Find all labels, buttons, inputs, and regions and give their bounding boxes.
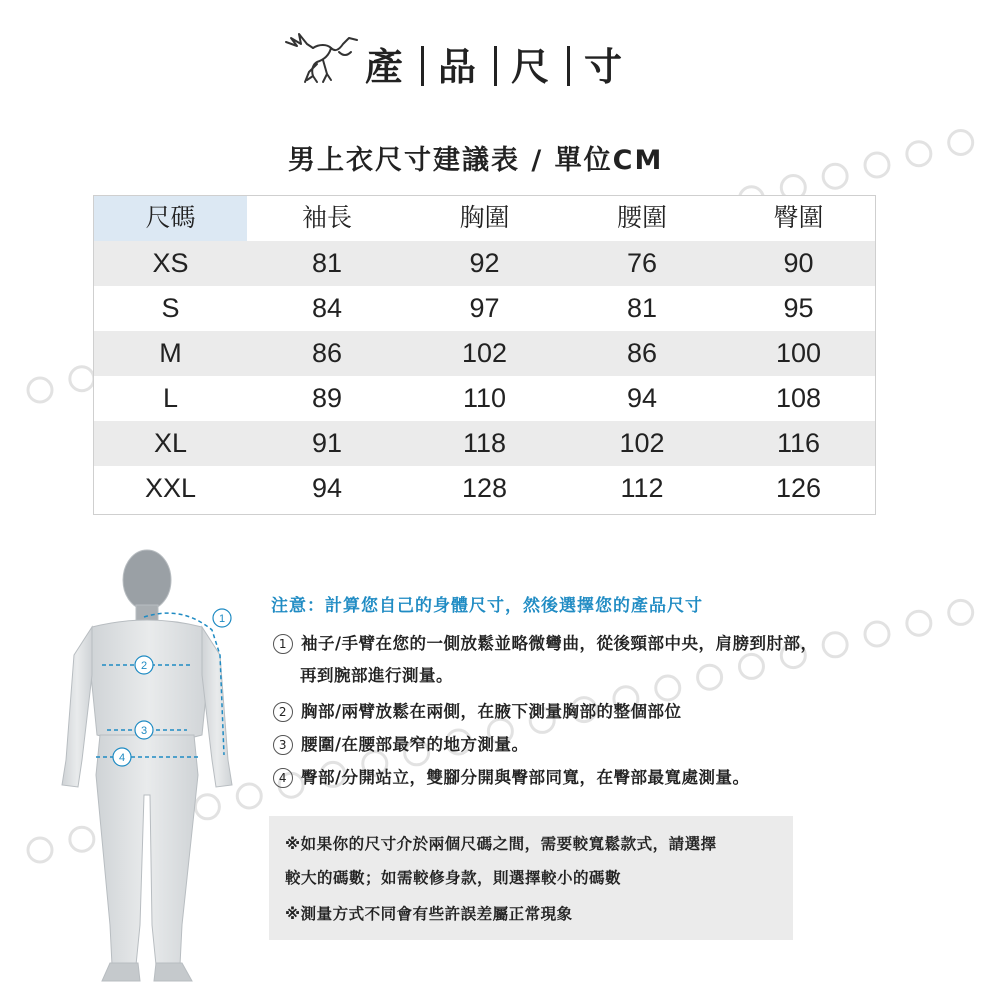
table-subtitle: 男上衣尺寸建議表 / 單位CM xyxy=(288,145,664,176)
note-text-3: 腰圍/在腰部最窄的地方測量。 xyxy=(301,735,529,754)
note-number-4: 4 xyxy=(273,768,293,788)
note-number-3: 3 xyxy=(273,735,293,755)
table-header-row xyxy=(94,196,875,241)
header-cell-waist: 腰圍 xyxy=(616,204,667,232)
table-row xyxy=(94,286,875,331)
hip-cell: 126 xyxy=(775,473,822,503)
marker-4-label: 4 xyxy=(118,752,126,764)
table-row xyxy=(94,241,875,286)
remark-line-3: ※測量方式不同會有些許誤差屬正常現象 xyxy=(285,905,573,923)
sleeve-cell: 81 xyxy=(311,248,343,278)
hip-cell: 108 xyxy=(775,383,822,413)
archaeopteryx-logo-icon xyxy=(283,30,363,88)
hip-cell: 100 xyxy=(775,338,822,368)
waist-cell: 102 xyxy=(619,428,665,458)
watermark-mark xyxy=(656,676,680,700)
sleeve-cell: 84 xyxy=(311,293,343,323)
size-table xyxy=(93,195,876,515)
header-cell-chest: 胸圍 xyxy=(459,204,510,232)
chest-cell: 110 xyxy=(462,383,507,413)
body-measurement-figure xyxy=(52,545,262,995)
header-cell-size: 尺碼 xyxy=(94,196,247,241)
watermark-mark xyxy=(70,367,94,391)
note-number-2: 2 xyxy=(273,702,293,722)
note-text-2: 胸部/兩臂放鬆在兩側，在腋下測量胸部的整個部位 xyxy=(301,702,682,721)
watermark-mark xyxy=(949,131,973,155)
note-item-3 xyxy=(273,731,529,755)
title-char-1: 產 xyxy=(365,45,408,89)
size-cell: M xyxy=(159,338,182,368)
size-cell: XS xyxy=(152,248,189,278)
title-separator xyxy=(567,46,570,86)
note-text-4: 臀部/分開站立，雙腳分開與臀部同寬，在臀部最寬處測量。 xyxy=(301,768,750,787)
sleeve-cell: 89 xyxy=(311,383,343,413)
waist-cell: 112 xyxy=(620,473,664,503)
size-cell: XXL xyxy=(144,473,197,503)
note-item-1 xyxy=(273,630,818,654)
sleeve-cell: 91 xyxy=(311,428,343,458)
note-continuation-1: 再到腕部進行測量。 xyxy=(300,666,453,685)
sleeve-cell: 94 xyxy=(311,473,343,503)
chest-cell: 118 xyxy=(462,428,507,458)
remark-line-2: 較大的碼數；如需較修身款，則選擇較小的碼數 xyxy=(285,869,622,887)
header-cell-sleeve: 袖長 xyxy=(301,204,352,232)
waist-cell: 86 xyxy=(626,338,658,368)
header-cell-hip: 臀圍 xyxy=(773,204,824,232)
note-item-2 xyxy=(273,698,682,722)
watermark-mark xyxy=(823,633,847,657)
size-cell: L xyxy=(162,383,179,413)
chest-cell: 102 xyxy=(461,338,508,368)
hip-cell: 90 xyxy=(783,248,814,278)
watermark-mark xyxy=(698,665,722,689)
size-cell: S xyxy=(161,293,180,323)
hip-cell: 116 xyxy=(776,428,821,458)
waist-cell: 81 xyxy=(626,293,658,323)
title-char-2: 品 xyxy=(438,45,481,89)
watermark-mark xyxy=(907,142,931,166)
title-separator xyxy=(494,46,497,86)
title-char-3: 尺 xyxy=(511,45,554,89)
watermark-mark xyxy=(865,153,889,177)
marker-2-label: 2 xyxy=(140,660,148,672)
table-row xyxy=(94,421,875,466)
size-cell: XL xyxy=(153,428,188,458)
note-item-4 xyxy=(273,764,750,788)
watermark-mark xyxy=(28,838,52,862)
page-title xyxy=(365,36,626,91)
remark-line-1: ※如果你的尺寸介於兩個尺碼之間，需要較寬鬆款式，請選擇 xyxy=(285,835,717,853)
table-row xyxy=(94,466,875,511)
watermark-mark xyxy=(949,600,973,624)
table-row xyxy=(94,331,875,376)
marker-1-label: 1 xyxy=(218,613,226,625)
notice-heading: 注意：計算您自己的身體尺寸，然後選擇您的產品尺寸 xyxy=(271,596,703,616)
title-separator xyxy=(421,46,424,86)
waist-cell: 94 xyxy=(626,383,658,413)
chest-cell: 128 xyxy=(461,473,508,503)
watermark-mark xyxy=(739,654,763,678)
chest-cell: 92 xyxy=(469,248,500,278)
figure-silhouette xyxy=(62,550,232,981)
watermark-mark xyxy=(823,164,847,188)
chest-cell: 97 xyxy=(469,293,500,323)
sleeve-cell: 86 xyxy=(311,338,343,368)
watermark-mark xyxy=(865,622,889,646)
waist-cell: 76 xyxy=(626,248,658,278)
remarks-box xyxy=(269,816,793,940)
marker-3-label: 3 xyxy=(140,725,148,737)
watermark-mark xyxy=(907,611,931,635)
note-number-1: 1 xyxy=(273,634,293,654)
table-row xyxy=(94,376,875,421)
title-char-4: 寸 xyxy=(584,45,627,89)
hip-cell: 95 xyxy=(783,293,814,323)
note-text-1: 袖子/手臂在您的一側放鬆並略微彎曲，從後頸部中央，肩膀到肘部， xyxy=(301,634,818,653)
watermark-mark xyxy=(28,378,52,402)
